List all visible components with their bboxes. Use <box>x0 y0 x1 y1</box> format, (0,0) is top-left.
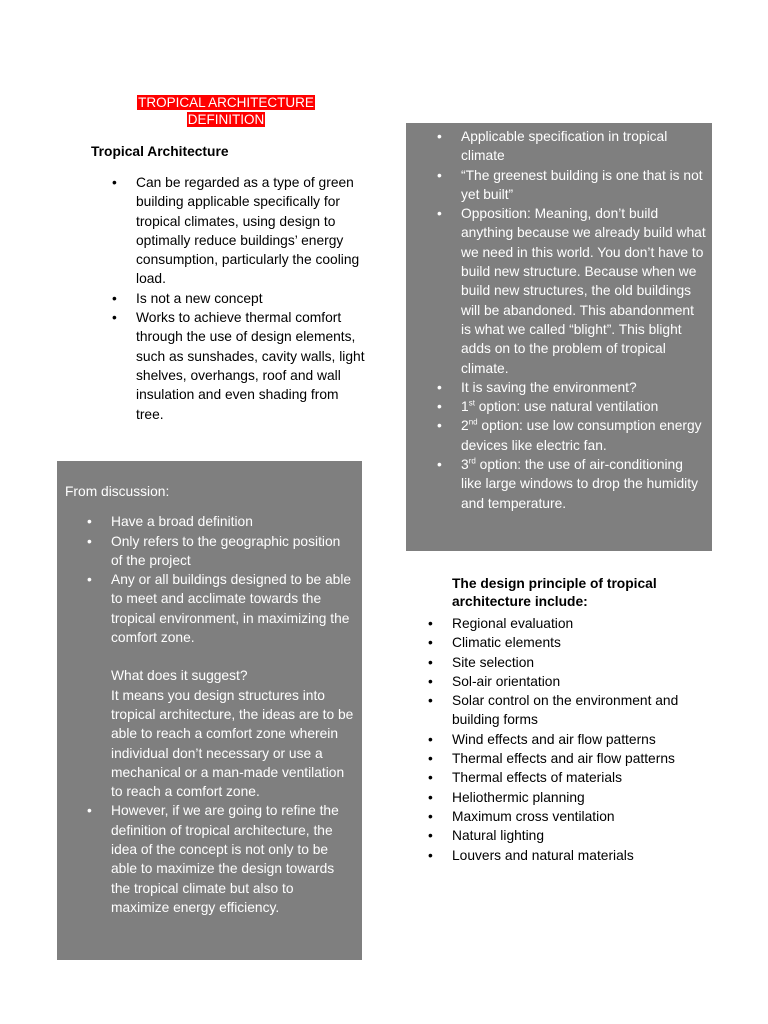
notes-list <box>437 127 707 513</box>
list-item: • Heliothermic planning <box>428 788 698 807</box>
list-item: • 1st option: use natural ventilation <box>437 397 707 416</box>
list-item: • Can be regarded as a type of green building applicable specifically for tropical climates, using design to optimally reduce buildings’ energy consumption, particularly the cooling load. <box>112 173 366 289</box>
notes-box <box>406 123 712 551</box>
list-item: • Opposition: Meaning, don’t build anything because we already build what we need in this world. You don’t have to build new structure. Because when we build new structures, the old buildings will be abandoned. This abandonment is what we called “blight”. This blight adds on to the problem of tropical climate. <box>437 204 707 378</box>
list-item: • However, if we are going to refine the definition of tropical architecture, the idea of the concept is not only to be able to maximize the design towards the tropical climate but also to maximize energy efficiency. <box>87 801 354 917</box>
list-item: • Thermal effects and air flow patterns <box>428 749 698 768</box>
list-item: • Have a broad definition <box>87 512 354 531</box>
list-item: • Maximum cross ventilation <box>428 807 698 826</box>
list-item: • Natural lighting <box>428 826 698 845</box>
list-item: • “The greenest building is one that is not yet built” <box>437 166 707 205</box>
list-item: • Site selection <box>428 653 698 672</box>
principles-list <box>428 614 698 865</box>
list-item: • Applicable specification in tropical climate <box>437 127 707 166</box>
definition-list <box>112 173 366 424</box>
list-item: • Works to achieve thermal comfort through the use of design elements, such as sunshades, cavity walls, light shelves, overhangs, roof and wall insulation and even shading from tree. <box>112 308 366 424</box>
list-item: • Is not a new concept <box>112 289 366 308</box>
page-title <box>110 94 342 128</box>
discussion-intro: From discussion: <box>65 484 170 499</box>
discussion-answer: It means you design structures into tropical architecture, the ideas are to be able to reach a comfort zone wherein individual don’t necessary or use a mechanical or a man-made ventilation to reach a comfort zone. <box>111 687 354 800</box>
discussion-list <box>65 512 354 917</box>
list-item <box>87 570 354 801</box>
list-item: • 2nd option: use low consumption energy devices like electric fan. <box>437 416 707 455</box>
list-item: • Wind effects and air flow patterns <box>428 730 698 749</box>
list-item: • Sol-air orientation <box>428 672 698 691</box>
principles-heading: The design principle of tropical architecture include: <box>452 576 657 609</box>
list-item: • Only refers to the geographic position of the project <box>87 532 354 571</box>
list-item: • Climatic elements <box>428 633 698 652</box>
list-item: • Regional evaluation <box>428 614 698 633</box>
list-item: • 3rd option: the use of air-conditioning like large windows to drop the humidity and temperature. <box>437 455 707 513</box>
list-item: • Solar control on the environment and building forms <box>428 691 698 730</box>
list-item-text: • Any or all buildings designed to be able to meet and acclimate towards the tropical environment, in maximizing the comfort zone. <box>111 572 352 646</box>
title-line-2: DEFINITION <box>187 112 265 127</box>
discussion-question: What does it suggest? <box>111 668 248 684</box>
list-item: • Louvers and natural materials <box>428 846 698 865</box>
title-line-1: TROPICAL ARCHITECTURE <box>138 95 314 110</box>
discussion-box <box>57 461 362 960</box>
definition-heading: Tropical Architecture <box>91 144 229 159</box>
list-item: • Thermal effects of materials <box>428 768 698 787</box>
list-item: • It is saving the environment? <box>437 378 707 397</box>
